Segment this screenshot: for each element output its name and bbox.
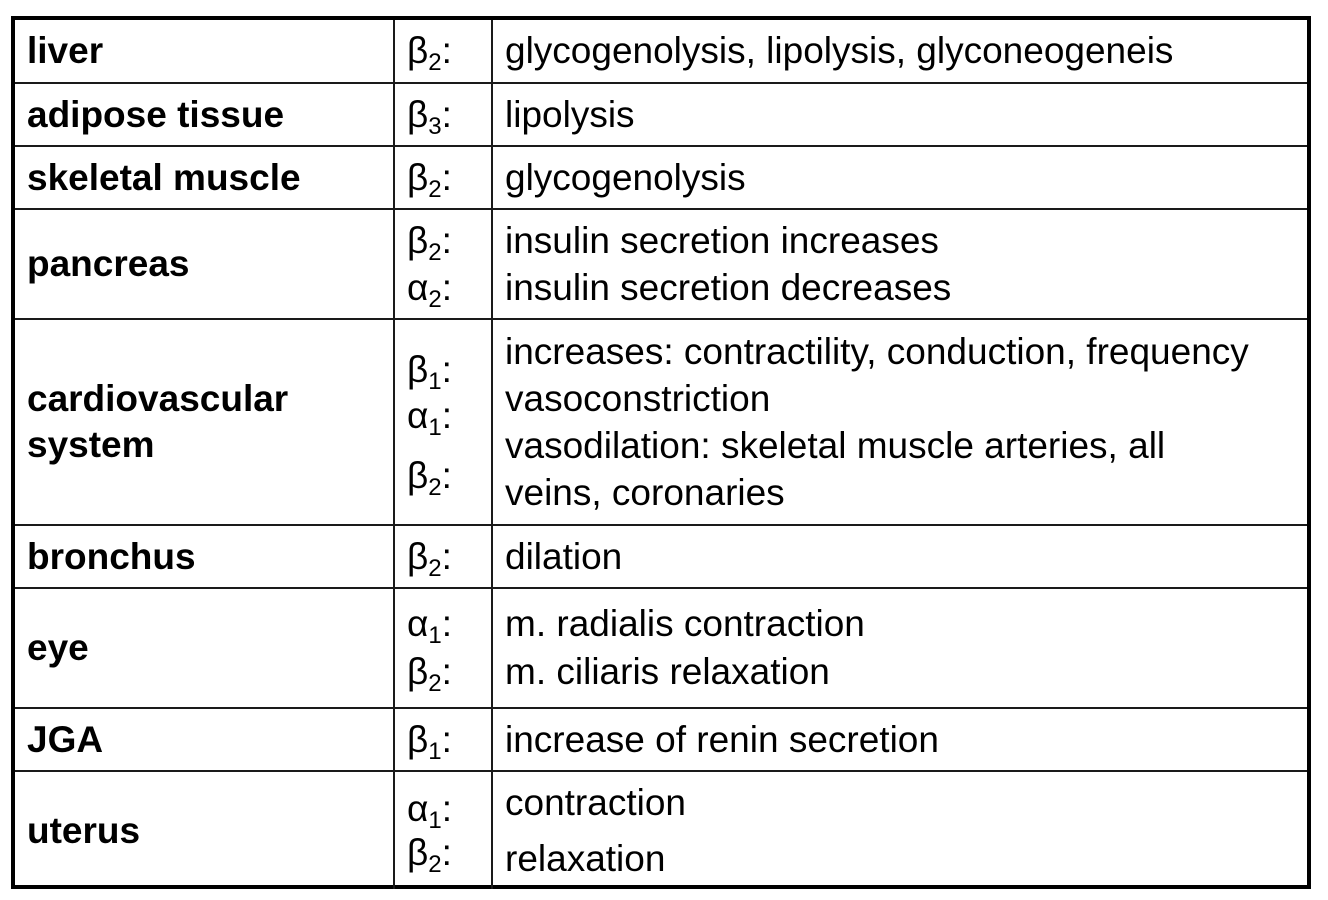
effect-text: insulin secretion increases — [505, 220, 939, 261]
receptor-cell — [394, 83, 492, 146]
effect-text: dilation — [505, 535, 623, 577]
effect-text: increase of renin secretion — [505, 718, 939, 760]
effect-cell — [492, 588, 1307, 708]
organ-name: skeletal muscle — [27, 156, 301, 198]
adrenergic-receptor-table — [15, 20, 1307, 889]
receptor-cell — [394, 525, 492, 588]
receptor-cell — [394, 146, 492, 209]
receptor-label: $\beta_2$: — [407, 30, 452, 76]
receptor-cell — [394, 209, 492, 319]
table-row — [15, 525, 1307, 588]
organ-cell — [15, 83, 394, 146]
organ-name: pancreas — [27, 243, 190, 284]
effect-text: vasodilation: skeletal muscle arteries, all — [505, 425, 1166, 466]
organ-cell — [15, 525, 394, 588]
receptor-label: $\beta_2$: — [407, 651, 452, 697]
effect-cell — [492, 146, 1307, 209]
table-row — [15, 771, 1307, 889]
organ-name: system — [27, 424, 155, 465]
organ-cell — [15, 20, 394, 83]
receptor-label: $\beta_1$: — [407, 349, 452, 395]
effect-text: vasoconstriction — [505, 378, 771, 419]
organ-cell — [15, 146, 394, 209]
effect-text: m. ciliaris relaxation — [505, 651, 830, 692]
effect-cell — [492, 83, 1307, 146]
receptor-label: $\beta_3$: — [407, 93, 452, 140]
effect-text: veins, coronaries — [505, 472, 785, 513]
table-row — [15, 83, 1307, 146]
organ-name: bronchus — [27, 535, 196, 577]
receptor-label: $\beta_2$: — [407, 455, 452, 501]
effect-cell — [492, 209, 1307, 319]
table-row — [15, 20, 1307, 83]
table-row — [15, 209, 1307, 319]
organ-name: liver — [27, 30, 104, 71]
effect-cell — [492, 525, 1307, 588]
effect-cell — [492, 20, 1307, 83]
organ-name: JGA — [27, 718, 104, 760]
organ-cell — [15, 708, 394, 771]
receptor-label: $\alpha_2$: — [407, 267, 453, 313]
effect-text: lipolysis — [505, 93, 635, 135]
receptor-label: $\alpha_1$: — [407, 787, 453, 834]
effect-cell — [492, 319, 1307, 525]
effect-cell — [492, 708, 1307, 771]
receptor-label: $\beta_2$: — [407, 220, 452, 266]
receptor-cell — [394, 319, 492, 525]
organ-cell — [15, 588, 394, 708]
effect-text: glycogenolysis, lipolysis, glyconeogeneis — [505, 30, 1174, 71]
receptor-cell — [394, 588, 492, 708]
organ-cell — [15, 209, 394, 319]
organ-name: adipose tissue — [27, 93, 285, 135]
receptor-label: $\beta_1$: — [407, 718, 452, 765]
receptor-label: $\alpha_1$: — [407, 603, 453, 649]
effect-cell — [492, 771, 1307, 889]
table-row — [15, 319, 1307, 525]
effect-text: relaxation — [505, 837, 666, 879]
organ-name: uterus — [27, 809, 141, 851]
receptor-label: $\alpha_1$: — [407, 395, 453, 441]
organ-cell — [15, 319, 394, 525]
receptor-label: $\beta_2$: — [407, 535, 452, 582]
organ-cell — [15, 771, 394, 889]
effect-text: increases: contractility, conduction, frequency — [505, 331, 1249, 372]
organ-name: eye — [27, 627, 89, 668]
table-row — [15, 708, 1307, 771]
receptor-cell — [394, 771, 492, 889]
organ-name: cardiovascular — [27, 378, 289, 419]
effect-text: insulin secretion decreases — [505, 267, 952, 308]
receptor-label: $\beta_2$: — [407, 156, 452, 203]
effect-text: contraction — [505, 781, 686, 823]
table-row — [15, 146, 1307, 209]
receptor-cell — [394, 20, 492, 83]
receptor-cell — [394, 708, 492, 771]
effect-text: m. radialis contraction — [505, 603, 865, 644]
receptor-label: $\beta_2$: — [407, 831, 452, 878]
effect-text: glycogenolysis — [505, 156, 746, 198]
receptor-table-frame — [11, 16, 1311, 889]
table-row — [15, 588, 1307, 708]
